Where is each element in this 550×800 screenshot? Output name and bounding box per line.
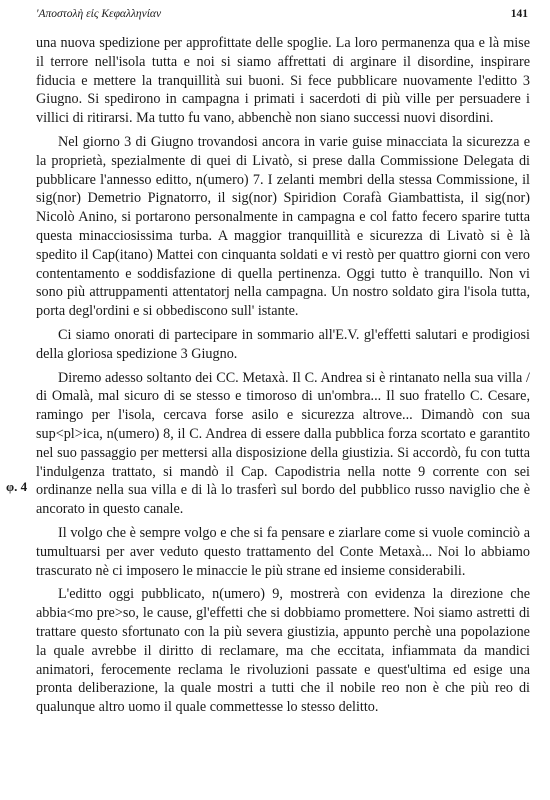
paragraph: Diremo adesso soltanto dei CC. Metaxà. Il C. Andrea si è rintanato nella sua villa / di Omalà, mal sicuro di se stesso e timoroso di un'ombra... Il suo fratello C. Cesare, ramingo per l'isola, cercava forse asilo e sicurezza altrove... Dimandò con sua sup<pl>ica, n(umero) 8, il C. Andrea di essere dalla pubblica forza scortato e garantito nel suo passaggio per mettersi alla disposizione della giustizia. Si accordò, fu con tutta l'indulgenza trattato, si mandò il Cap. Capodistria nella notte 9 corrente con sei ordinanze nella sua villa e di là lo trasferì sul bordo del pubblico russo naviglio che è ancorato in questo canale. <box>36 369 530 518</box>
running-header <box>36 8 528 26</box>
margin-folio-note: φ. 4 <box>6 479 28 494</box>
body-text <box>36 34 530 722</box>
paragraph: Nel giorno 3 di Giugno trovandosi ancora in varie guise minacciata la sicurezza e la proprietà, spezialmente di quei di Livatò, si prese dalla Commissione Delegata di pubblicare l'annesso editto, n(umero) 7. I zelanti membri della stessa Commissione, il sig(nor) Demetrio Pignatorro, il sig(nor) Spiridion Corafà Giambattista, il sig(nor) Nicolò Anino, si portarono personalmente in campagna e col fatto fecero sparire tutta questa minacciosissima turba. A maggior tranquillità e sicurezza di Livatò si è là spedito il Cap(itano) Mattei con cinquanta soldati e vi restò per quattro giorni con vero contentamento e soddisfazione di quella pertinenza. Oggi tutto è tranquillo. Non vi sono più attruppamenti attentatorj nella campagna. Un nostro soldato gira l'isola tutta, porta degl'ordini e si obbediscono sull' istante. <box>36 133 530 320</box>
page-number: 141 <box>510 8 528 20</box>
paragraph: Il volgo che è sempre volgo e che si fa pensare e ziarlare come si vuole cominciò a tumultuarsi per aver veduto questo trattamento del Conte Metaxà... Noi lo abbiamo trascurato nè ci imposero le minaccie le più strane ed insieme considerabili. <box>36 524 530 579</box>
running-title: 'Αποστολὴ εἰς Κεφαλληνίαν <box>36 8 162 20</box>
paragraph: Ci siamo onorati di partecipare in sommario all'E.V. gl'effetti salutari e prodigiosi della gloriosa spedizione 3 Giugno. <box>36 326 530 362</box>
paragraph: una nuova spedizione per approfittate delle spoglie. La loro permanenza qua e là mise il terrore nell'isola tutta e noi si siamo affrettati di arginare il disordine, inspirare fiducia e mettere la tranquillità sui buoni. Si fece pubblicare nuovamente l'editto 3 Giugno. Si spedirono in campagna i primati i sacerdoti di più ville per persuadere i villici di ritirarsi. Ma tutto fu vano, abbenchè non siano successi nuovi disordini. <box>36 35 530 127</box>
paragraph: L'editto oggi pubblicato, n(umero) 9, mostrerà con evidenza la direzione che abbia<mo pre>so, le cause, gl'effetti che si dobbiamo promettere. Noi siamo astretti di trattare questo sfortunato con la più severa giustizia, appunto perchè una popolazione la quale avrebbe il diritto di reclamare, ma che eccitata, infiammata da mandici animatori, ferocemente reclama le rivoluzioni passate e quest'ultima ed esige una pronta deliberazione, la quale mostri a tutti che il nobile reo non è che più reo di qualunque altro uomo il quale commettesse lo stesso delitto. <box>36 586 530 716</box>
